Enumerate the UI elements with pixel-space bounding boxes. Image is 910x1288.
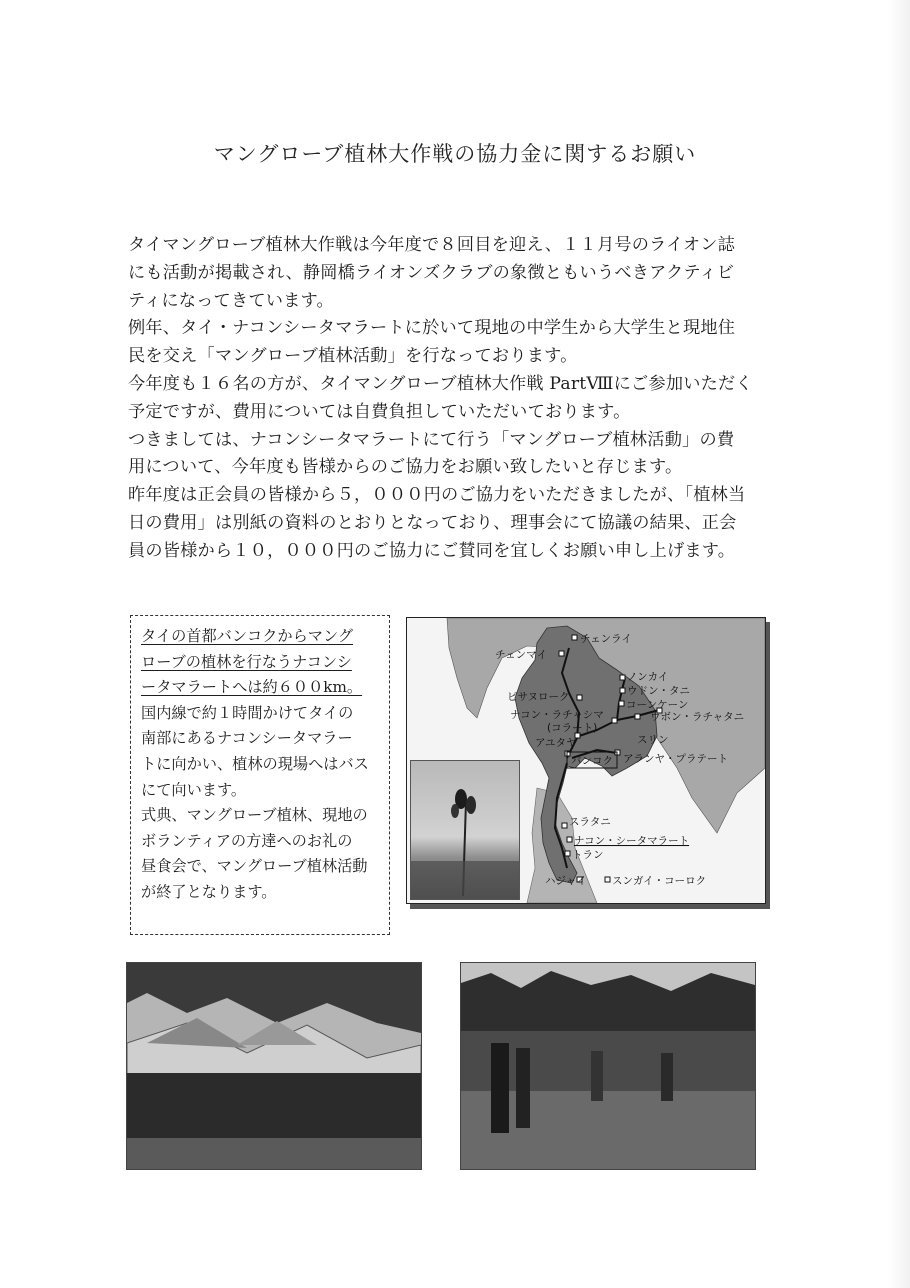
body-line: 予定ですが、費用については自費負担していただいております。 (128, 401, 631, 422)
map-label-korat: (コラート) (547, 722, 598, 734)
callout-line: 南部にあるナコンシータマラー (141, 729, 353, 748)
city-dot (620, 688, 625, 693)
map-label-ubon: ウボン・ラチャタニ (650, 711, 745, 723)
body-line: 今年度も１６名の方が、タイマングローブ植林大作戦 PartⅧにご参加いただく (128, 373, 753, 394)
city-dot (620, 675, 625, 680)
city-dot (605, 877, 610, 882)
city-dot (567, 837, 572, 842)
map-label-hat-yai: ハジャイ (545, 875, 587, 887)
body-line: 日の費用」は別紙の資料のとおりとなっており、理事会にて協議の結果、正会 (128, 512, 737, 533)
city-dot (577, 695, 582, 700)
body-line: 民を交え「マングローブ植林活動」を行なっております。 (128, 346, 578, 367)
callout-line: にて向います。 (141, 780, 247, 799)
body-line: にも活動が掲載され、静岡橋ライオンズクラブの象徴ともいうべきアクティビ (128, 262, 735, 283)
body-line: つきましては、ナコンシータマラートにて行う「マングローブ植林活動」の費 (128, 429, 735, 450)
body-line: 用について、今年度も皆様からのご協力をお願い致したいと存じます。 (128, 457, 683, 478)
map-label-udon-thani: ウドン・タニ (627, 685, 690, 697)
crowd-drawing (461, 963, 755, 1169)
ceremony-tents-photo (126, 962, 422, 1170)
callout-line: 国内線で約１時間かけてタイの (141, 703, 354, 722)
callout-line: 式典、マングローブ植林、現地の (141, 806, 368, 825)
callout-box (130, 615, 390, 935)
body-line: 昨年度は正会員の皆様から５，０００円のご協力をいただきましたが、「植林当 (128, 485, 746, 506)
city-dot (619, 701, 624, 706)
callout-line: 昼食会で、マングローブ植林活動 (141, 857, 368, 876)
map-label-sungai-kolok: スンガイ・コーロク (612, 875, 707, 887)
callout-line: ータマラートへは約６００km。 (141, 678, 363, 697)
map-label-khon-kaen: コーンケーン (626, 699, 689, 711)
city-dot (565, 851, 570, 856)
city-dot (635, 714, 640, 719)
seedling-drawing (411, 761, 519, 899)
callout-line: タイの首都バンコクからマング (141, 627, 354, 645)
scan-edge-shadow (888, 0, 910, 1288)
planting-crowd-photo (460, 962, 756, 1170)
callout-line: ボランティアの方達へのお礼の (141, 831, 353, 850)
city-dot (612, 718, 617, 723)
mangrove-seedling-photo (410, 760, 520, 900)
tents-drawing (127, 963, 421, 1169)
map-label-nong-khai: ノンカイ (627, 671, 669, 683)
city-dot (572, 635, 577, 640)
map-label-ayutthaya: アユタヤ (535, 737, 577, 749)
body-line: タイマングローブ植林大作戦は今年度で８回目を迎え、１１月号のライオン誌 (128, 235, 736, 255)
document-title: マングローブ植林大作戦の協力金に関するお願い (213, 142, 697, 166)
city-dot (559, 651, 564, 656)
map-label-nakhon-ratchasima: ナコン・ラチャシマ (510, 709, 604, 721)
map-label-aranyaprathet: アランヤ・プラテート (623, 753, 728, 765)
callout-line: ローブの植林を行なうナコンシ (141, 652, 352, 671)
map-label-surin: スリン (637, 734, 669, 746)
body-line: 例年、タイ・ナコンシータマラートに於いて現地の中学生から大学生と現地住 (128, 318, 736, 339)
map-label-nakhon-si-thammarat: ナコン・シータマラート (574, 835, 690, 847)
city-dot (562, 823, 567, 828)
map-label-phitsanulok: ピサヌローク (507, 691, 570, 703)
callout-line: トに向かい、植林の現場へはバス (141, 754, 369, 773)
map-label-chiang-mai: チェンマイ (495, 649, 547, 661)
body-text (128, 232, 788, 566)
map-label-bangkok: バンコク (571, 755, 613, 767)
body-line: ティになってきています。 (128, 290, 334, 311)
map-label-trang: トラン (572, 849, 604, 861)
map-label-surat-thani: スラタニ (569, 816, 611, 828)
body-line: 員の皆様から１０，０００円のご協力にご賛同を宜しくお願い申し上げます。 (128, 540, 736, 561)
map-label-chiang-rai: チェンライ (580, 633, 632, 645)
callout-line: が終了となります。 (141, 882, 277, 901)
